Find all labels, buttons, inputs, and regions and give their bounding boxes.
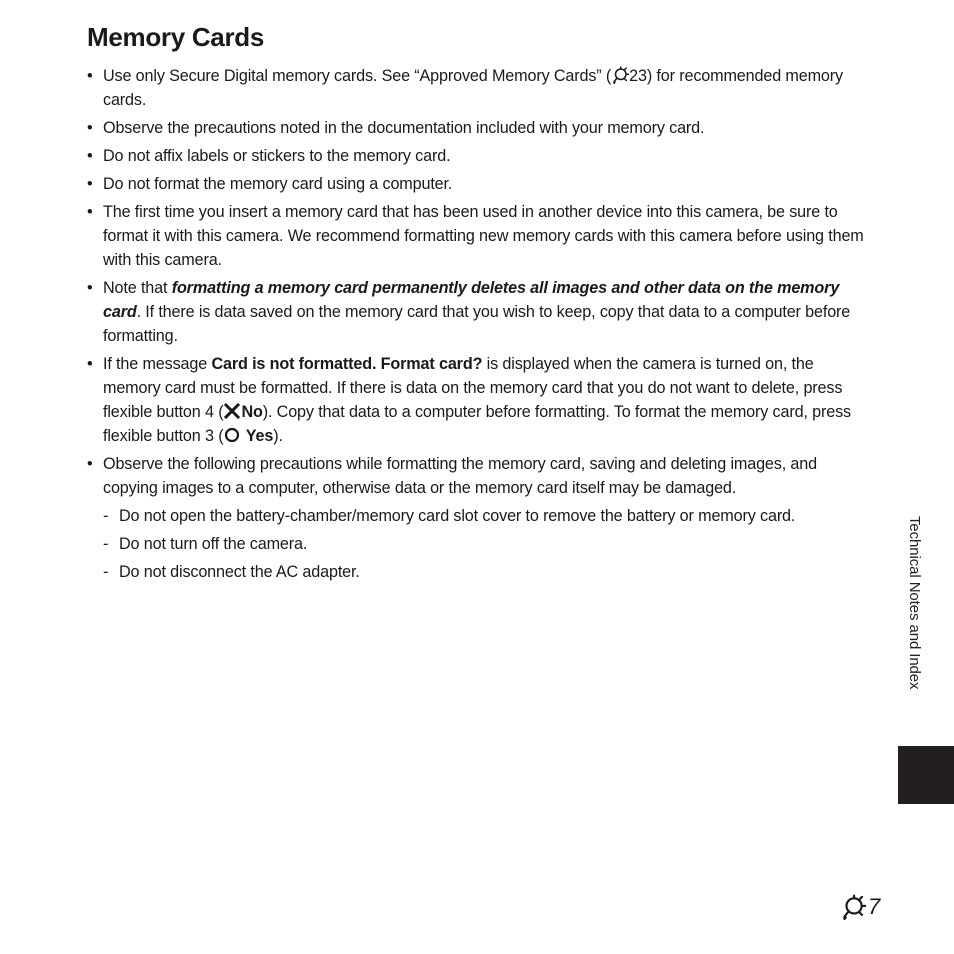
warning-emphasis: formatting a memory card permanently deletes all images and other data on the memory card [103, 279, 840, 321]
list-item [87, 452, 867, 584]
reference-section-icon [840, 894, 866, 920]
list-item: • Observe the precautions noted in the documentation included with your memory card. [87, 116, 867, 140]
sub-list-item: - Do not disconnect the AC adapter. [103, 560, 867, 584]
bullet-text: ). [273, 427, 283, 445]
page-number-value: 7 [868, 894, 881, 919]
bullet-text: Note that [103, 279, 172, 297]
bullet-text: . If there is data saved on the memory card that you wish to keep, copy that data to a computer before formatting. [103, 303, 851, 345]
memory-card-notes [87, 64, 867, 588]
bullet-text: Observe the following precautions while formatting the memory card, saving and deleting images, and copying images to a computer, otherwise data or the memory card itself may be damaged. [103, 455, 817, 497]
x-mark-icon [223, 402, 241, 420]
circle-icon [223, 426, 241, 444]
page-number [840, 893, 880, 921]
section-tab-marker [898, 746, 954, 804]
list-item: • The first time you insert a memory card that has been used in another device into this camera, be sure to format it with this camera. We recommend formatting new memory cards with this camera before using them with this camera. [87, 200, 867, 272]
list-item [87, 64, 867, 112]
sub-list-item: - Do not turn off the camera. [103, 532, 867, 556]
bullet-text: Use only Secure Digital memory cards. See “Approved Memory Cards” ( [103, 67, 612, 85]
sub-list-item: - Do not open the battery-chamber/memory card slot cover to remove the battery or memory card. [103, 504, 867, 528]
reference-section-icon [611, 66, 629, 84]
precaution-sublist [103, 504, 867, 584]
bullet-text: If the message [103, 355, 212, 373]
list-item: • Do not format the memory card using a computer. [87, 172, 867, 196]
list-item [87, 276, 867, 348]
section-tab-label: Technical Notes and Index [906, 516, 923, 690]
yes-option-label: Yes [245, 427, 274, 445]
list-item: • Do not affix labels or stickers to the memory card. [87, 144, 867, 168]
bullet-text: is displayed when the camera is turned on, the memory card must be formatted. If there is data on the memory card that you do not want to delete, press flexible button 4 ( [103, 355, 843, 421]
bullet-text: ) for recommended memory cards. [103, 67, 843, 109]
format-message: Card is not formatted. Format card? [211, 355, 483, 373]
page-title: Memory Cards [87, 22, 265, 52]
no-option-label: No [241, 403, 263, 421]
bullet-list [87, 64, 867, 584]
bullet-text: ). Copy that data to a computer before formatting. To format the memory card, press flexible button 3 ( [103, 403, 851, 445]
reference-page: 23 [629, 67, 647, 85]
list-item [87, 352, 867, 448]
